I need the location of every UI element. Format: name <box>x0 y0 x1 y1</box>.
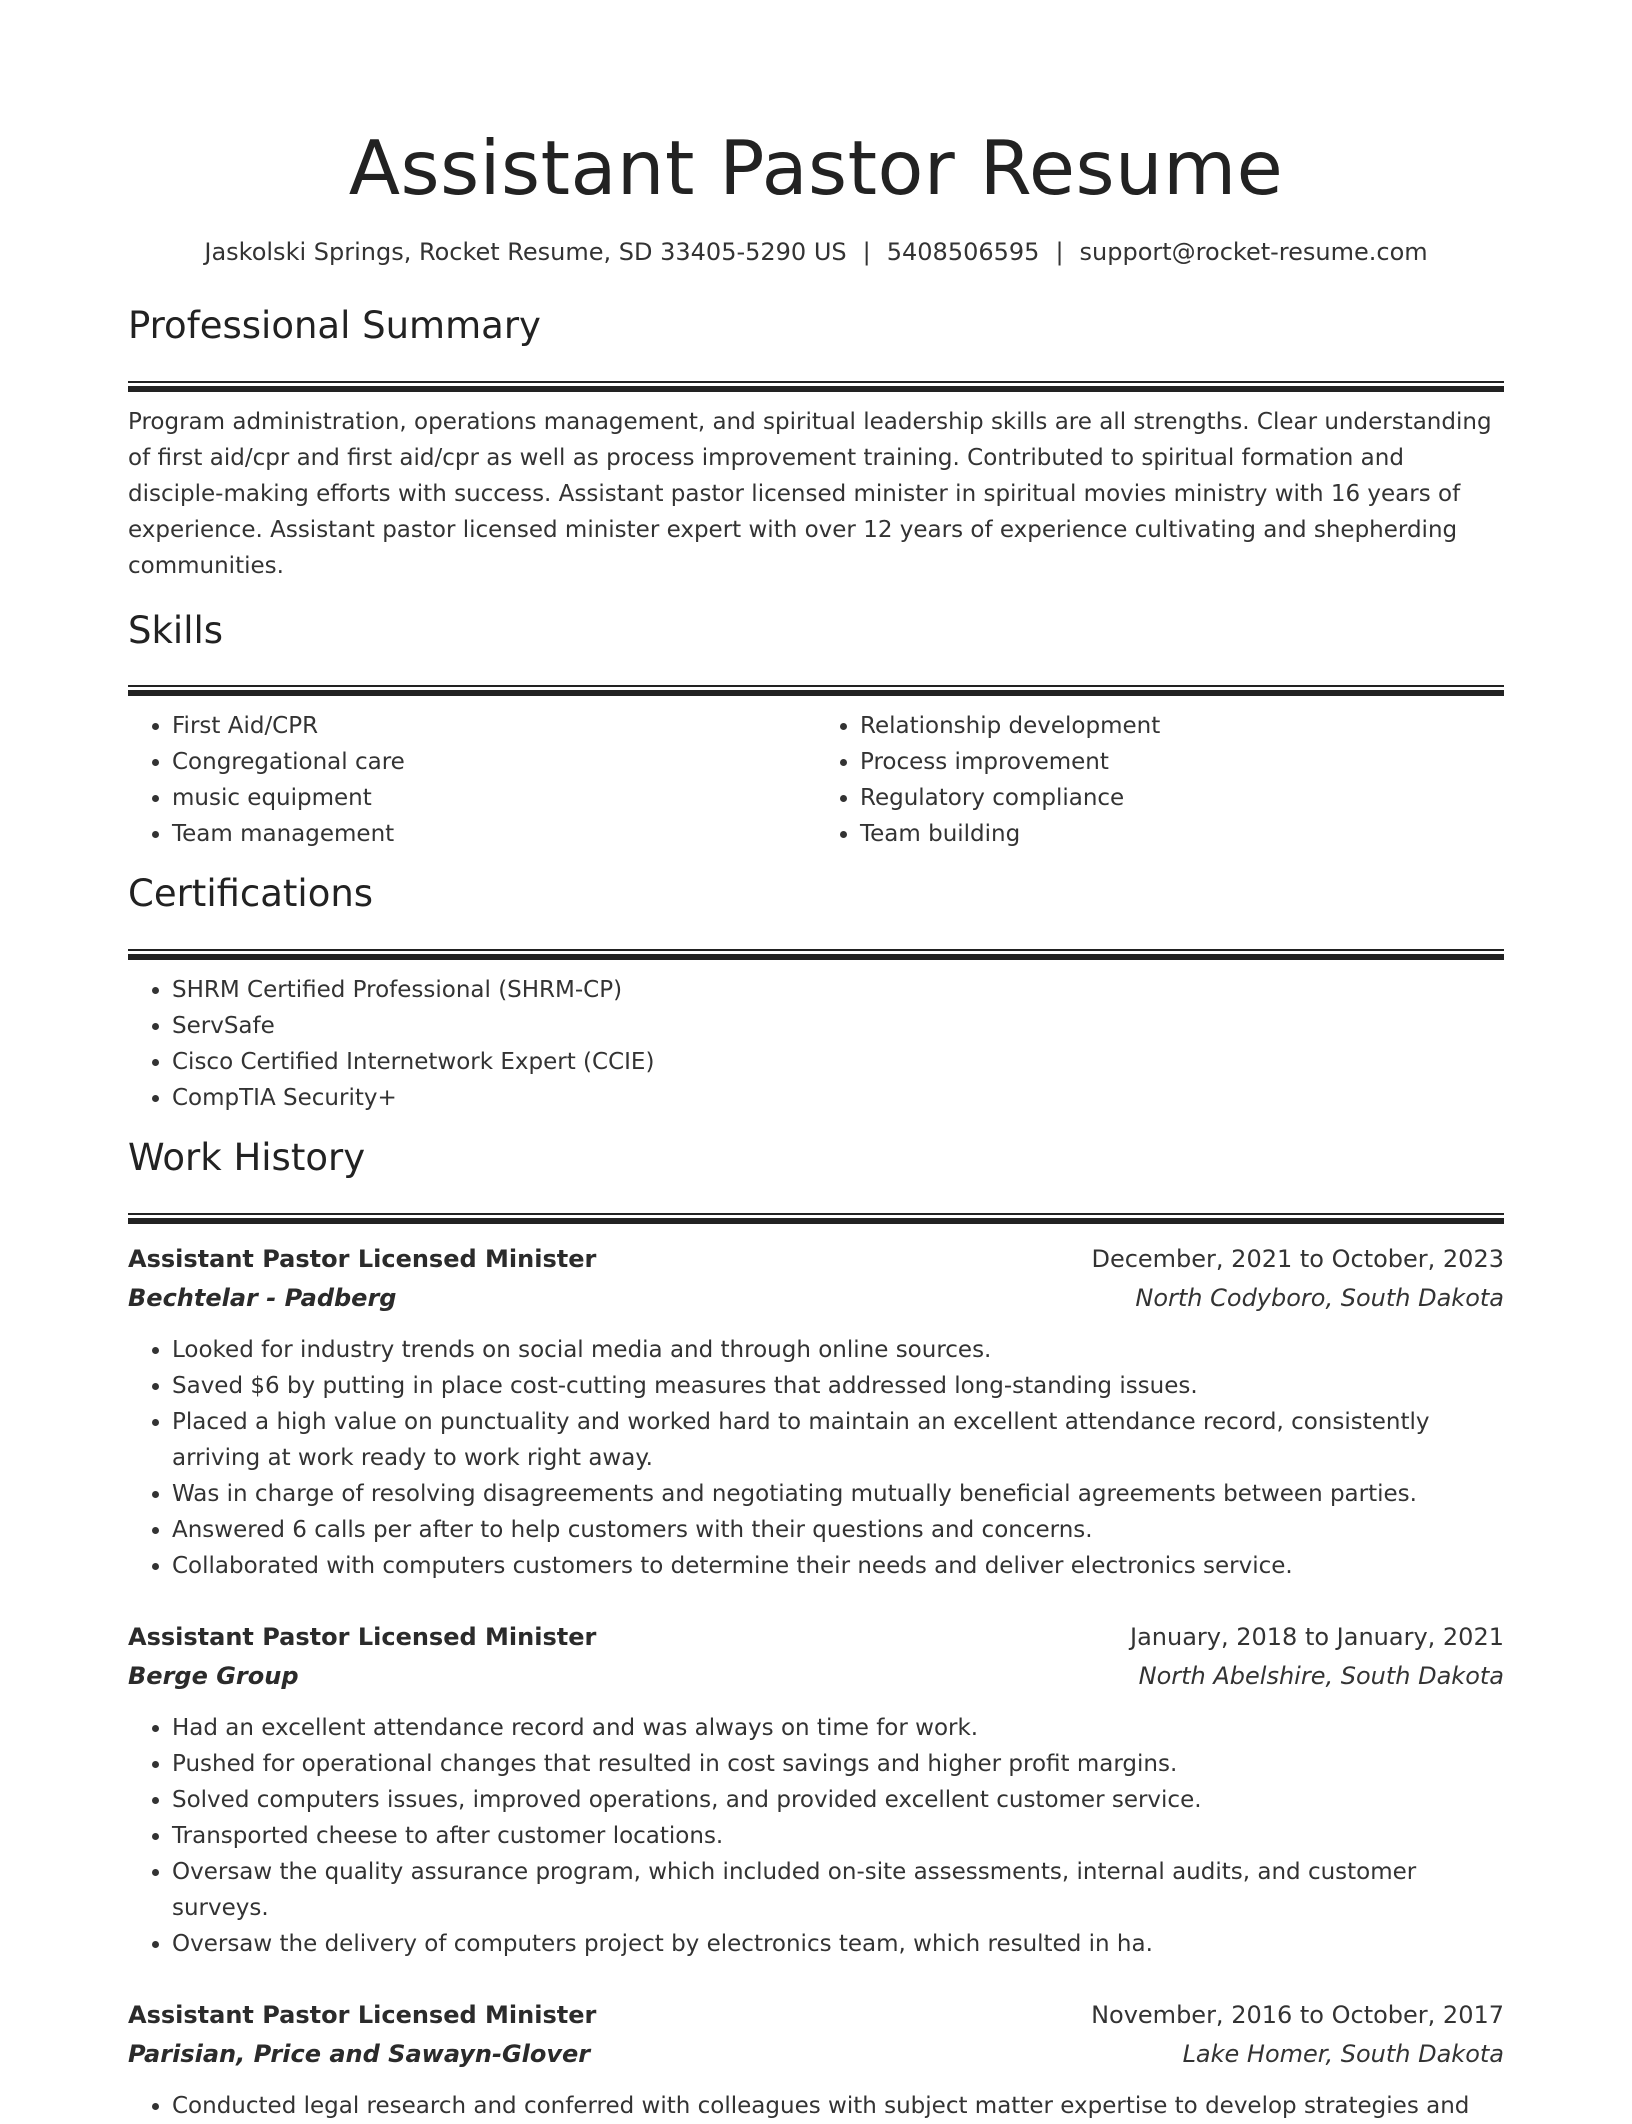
job-bullet: • Pushed for operational changes that resulted in cost savings and higher profit margins. <box>172 1746 1504 1782</box>
job-location: North Abelshire, South Dakota <box>1138 1661 1504 1690</box>
skills-list-left <box>128 708 816 852</box>
job-bullet: • Oversaw the quality assurance program, which included on-site assessments, internal audits, and customer surveys. <box>172 1854 1504 1926</box>
job-bullet: • Had an excellent attendance record and was always on time for work. <box>172 1710 1504 1746</box>
job-dates: December, 2021 to October, 2023 <box>1091 1244 1504 1273</box>
section-heading-certifications: Certifications <box>128 872 374 916</box>
job-title: Assistant Pastor Licensed Minister <box>128 1622 597 1651</box>
job-title: Assistant Pastor Licensed Minister <box>128 2000 597 2029</box>
job-bullet: • Answered 6 calls per after to help customers with their questions and concerns. <box>172 1512 1504 1548</box>
section-divider <box>128 685 1504 696</box>
section-divider <box>128 949 1504 960</box>
section-heading-skills: Skills <box>128 608 224 652</box>
certification-item: • ServSafe <box>172 1008 1504 1044</box>
skill-item: • Team building <box>860 816 1504 852</box>
skill-item: • Congregational care <box>172 744 816 780</box>
skill-item: • Relationship development <box>860 708 1504 744</box>
section-heading-summary: Professional Summary <box>128 304 541 347</box>
job-bullet: • Placed a high value on punctuality and worked hard to maintain an excellent attendance record, consistently arriving at work ready to work right away. <box>172 1404 1504 1476</box>
job-bullets <box>128 1710 1504 1962</box>
certifications-section <box>128 870 1504 1116</box>
job-dates: November, 2016 to October, 2017 <box>1091 2000 1504 2029</box>
job-entry <box>128 1996 1504 2124</box>
contact-phone: 5408506595 <box>886 238 1040 266</box>
skill-item: • Regulatory compliance <box>860 780 1504 816</box>
job-location: North Codyboro, South Dakota <box>1135 1283 1504 1312</box>
skills-section <box>128 607 1504 853</box>
section-heading-work-history: Work History <box>128 1136 366 1180</box>
job-location: Lake Homer, South Dakota <box>1182 2039 1504 2068</box>
job-entry <box>128 1240 1504 1584</box>
certification-item: • CompTIA Security+ <box>172 1080 1504 1116</box>
skill-item: • music equipment <box>172 780 816 816</box>
job-title: Assistant Pastor Licensed Minister <box>128 1244 597 1273</box>
contact-email: support@rocket-resume.com <box>1079 238 1428 266</box>
job-bullet: • Conducted legal research and conferred with colleagues with subject matter expertise to develop strategies and <box>172 2088 1504 2124</box>
job-entry <box>128 1618 1504 1962</box>
job-bullet: • Solved computers issues, improved operations, and provided excellent customer service. <box>172 1782 1504 1818</box>
skills-list-right <box>816 708 1504 852</box>
job-company: Berge Group <box>128 1661 299 1690</box>
section-divider <box>128 381 1504 392</box>
certification-item: • SHRM Certified Professional (SHRM-CP) <box>172 972 1504 1008</box>
contact-separator: | <box>1055 238 1064 266</box>
contact-separator: | <box>862 238 871 266</box>
job-bullet: • Transported cheese to after customer locations. <box>172 1818 1504 1854</box>
job-bullets <box>128 1332 1504 1584</box>
certifications-list <box>128 972 1504 1116</box>
section-divider <box>128 1213 1504 1224</box>
job-bullets <box>128 2088 1504 2124</box>
job-bullet: • Looked for industry trends on social media and through online sources. <box>172 1332 1504 1368</box>
job-bullet: • Saved $6 by putting in place cost-cutting measures that addressed long-standing issues. <box>172 1368 1504 1404</box>
contact-line <box>128 236 1504 268</box>
contact-address: Jaskolski Springs, Rocket Resume, SD 33405-5290 US <box>204 238 847 266</box>
summary-text: Program administration, operations management, and spiritual leadership skills are all strengths. Clear understanding of first aid/cpr and first aid/cpr as well as process improvement training. Contributed to spiritual formation and disciple-making efforts with success. Assistant pastor licensed minister in spiritual movies ministry with 16 years of experience. Assistant pastor licensed minister expert with over 12 years of experience cultivating and shepherding communities. <box>128 408 1492 579</box>
job-dates: January, 2018 to January, 2021 <box>1130 1622 1504 1651</box>
job-company: Parisian, Price and Sawayn-Glover <box>128 2039 591 2068</box>
skill-item: • Process improvement <box>860 744 1504 780</box>
job-bullet: • Was in charge of resolving disagreements and negotiating mutually beneficial agreements between parties. <box>172 1476 1504 1512</box>
work-history-section <box>128 1134 1504 2124</box>
skills-grid <box>128 708 1504 852</box>
resume-title: Assistant Pastor Resume <box>348 124 1284 212</box>
certification-item: • Cisco Certified Internetwork Expert (CCIE) <box>172 1044 1504 1080</box>
resume-page <box>128 0 1504 2124</box>
job-bullet: • Collaborated with computers customers to determine their needs and deliver electronics service. <box>172 1548 1504 1584</box>
summary-section <box>128 302 1504 584</box>
job-bullet: • Oversaw the delivery of computers project by electronics team, which resulted in ha. <box>172 1926 1504 1962</box>
job-company: Bechtelar - Padberg <box>128 1283 397 1312</box>
skill-item: • First Aid/CPR <box>172 708 816 744</box>
skill-item: • Team management <box>172 816 816 852</box>
